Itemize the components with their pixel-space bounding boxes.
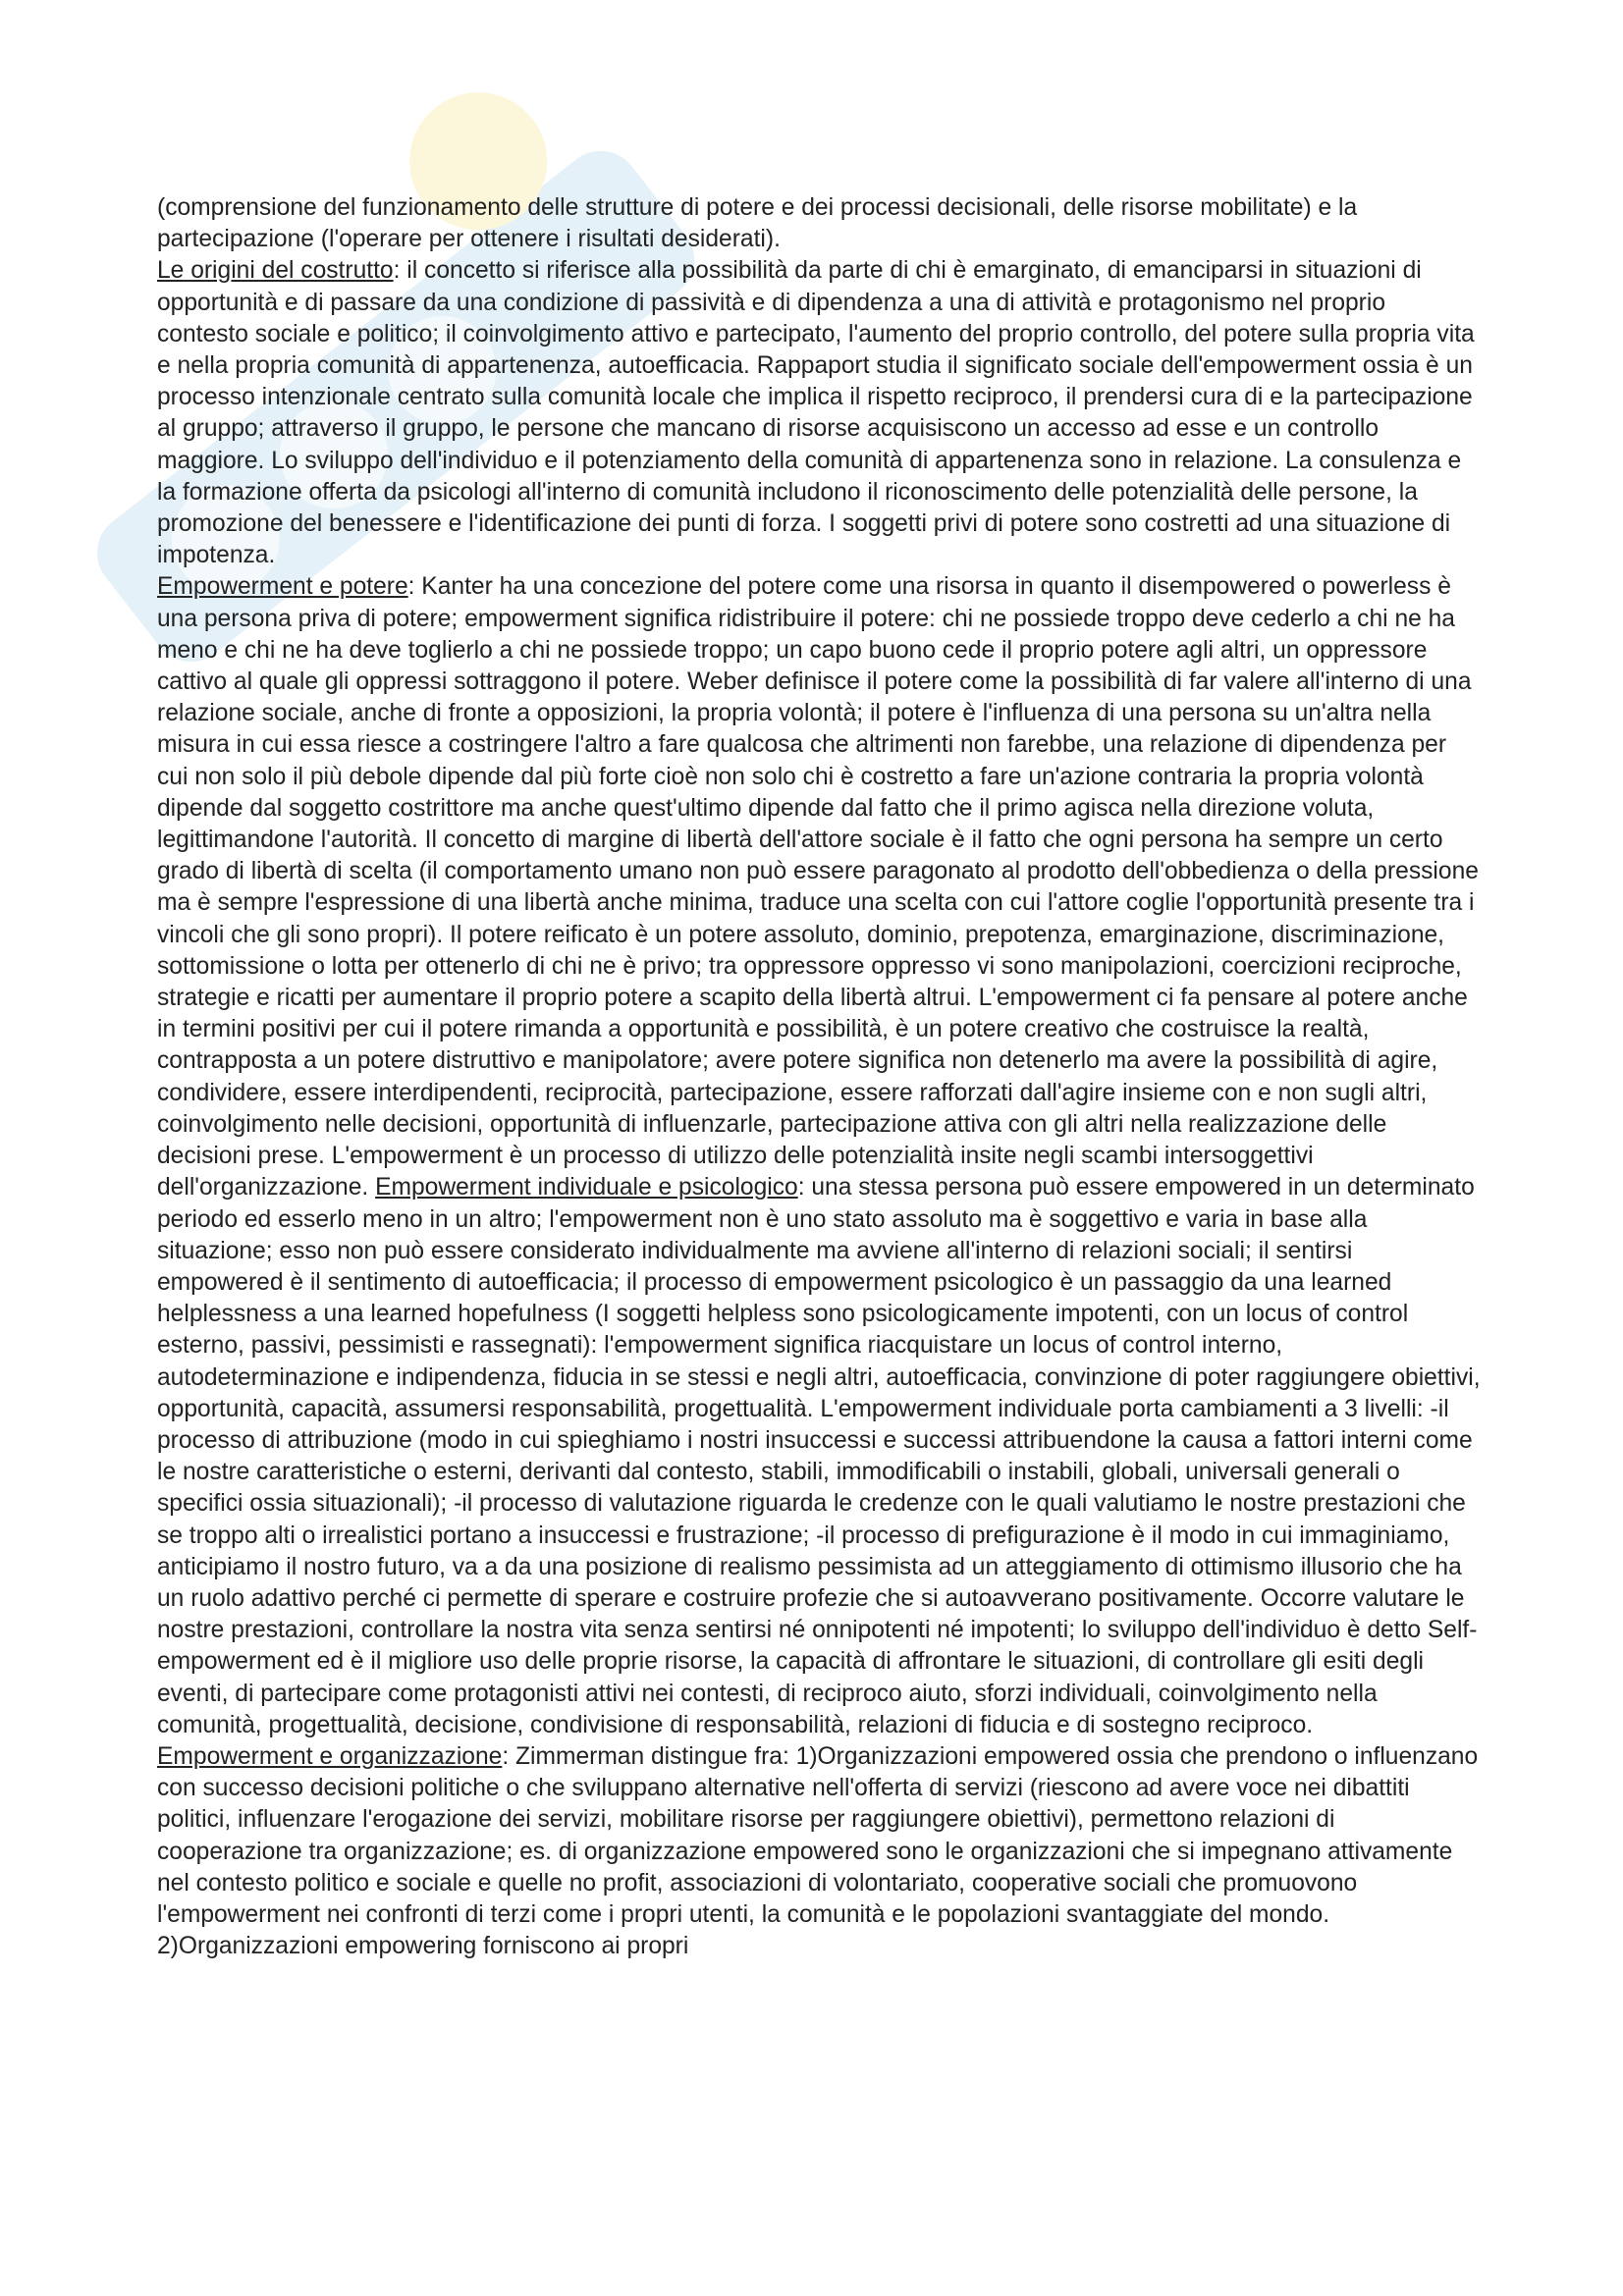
paragraph-text: : una stessa persona può essere empowered in un determinato periodo ed esserlo meno in un altro; l'empowerment non è uno stato assoluto ma è soggettivo e varia in base alla situazione; esso non può essere considerato individualmente ma avviene all'interno di relazioni sociali; il sentirsi empowered è il sentimento di autoefficacia; il processo di empowerment psicologico è un passaggio da una learned helplessness a una learned hopefulness (I soggetti helpless sono psicologicamente impotenti, con un locus of control esterno, passivi, pessimisti e rassegnati): l'empowerment significa riacquistare un locus of control interno, autodeterminazione e indipendenza, fiducia in se stessi e negli altri, autoefficacia, convinzione di poter raggiungere obiettivi, opportunità, capacità, assumersi responsabilità, progettualità. L'empowerment individuale porta cambiamenti a 3 livelli: -il processo di attribuzione (modo in cui spieghiamo i nostri insuccessi e successi attribuendone la causa a fattori interni come le nostre caratteristiche o esterni, derivanti dal contesto, stabili, immodificabili o instabili, globali, universali generali o specifici ossia situazionali); -il processo di valutazione riguarda le credenze con le quali valutiamo le nostre prestazioni che se troppo alti o irrealistici portano a insuccessi e frustrazione; -il processo di prefigurazione è il modo in cui immaginiamo, anticipiamo il nostro futuro, va a da una posizione di realismo pessimista ad un atteggiamento di ottimismo illusorio che ha un ruolo adattivo perché ci permette di sperare e costruire profezie che si autoavverano positivamente. Occorre valutare le nostre prestazioni, controllare la nostra vita senza sentirsi né onnipotenti né impotenti; lo sviluppo dell'individuo è detto Self-empowerment ed è il migliore uso delle proprie risorse, la capacità di affrontare le situazioni, di controllare gli esiti degli eventi, di partecipare come protagonisti attivi nei contesti, di reciproco aiuto, sforzi individuali, coinvolgimento nella comunità, progettualità, decisione, condivisione di responsabilità, relazioni di fiducia e di sostegno reciproco. [157, 1174, 1481, 1738]
paragraph-text: : Kanter ha una concezione del potere come una risorsa in quanto il disempowered o powerless è una persona priva di potere; empowerment significa ridistribuire il potere: chi ne possiede troppo deve cederlo a chi ne ha meno e chi ne ha deve toglierlo a chi ne possiede troppo; un capo buono cede il proprio potere agli altri, un oppressore cattivo al quale gli oppressi sottraggono il potere. Weber definisce il potere come la possibilità di far valere all'interno di una relazione sociale, anche di fronte a opposizioni, la propria volontà; il potere è l'influenza di una persona su un'altra nella misura in cui essa riesce a costringere l'altro a fare qualcosa che altrimenti non farebbe, una relazione di dipendenza per cui non solo il più debole dipende dal più forte cioè non solo chi è costretto a fare un'azione contraria la propria volontà dipende dal soggetto costrittore ma anche quest'ultimo dipende dal fatto che il primo agisca nella direzione voluta, legittimandone l'autorità. Il concetto di margine di libertà dell'attore sociale è il fatto che ogni persona ha sempre un certo grado di libertà di scelta (il comportamento umano non può essere paragonato al prodotto dell'obbedienza o della pressione ma è sempre l'espressione di una libertà anche minima, traduce una scelta con cui l'attore coglie l'opportunità presente tra i vincoli che gli sono propri). Il potere reificato è un potere assoluto, dominio, prepotenza, emarginazione, discriminazione, sottomissione o lotta per ottenerlo di chi ne è privo; tra oppressore oppresso vi sono manipolazioni, coercizioni reciproche, strategie e ricatti per aumentare il proprio potere a scapito della libertà altrui. L'empowerment ci fa pensare al potere anche in termini positivi per cui il potere rimanda a opportunità e possibilità, è un potere creativo che costruisce la realtà, contrapposta a un potere distruttivo e manipolatore; avere potere significa non detenerlo ma avere la possibilità di agire, condividere, essere interdipendenti, reciprocità, partecipazione, essere rafforzati dall'agire insieme con e non sugli altri, coinvolgimento nelle decisioni, opportunità di influenzarle, partecipazione attiva con gli altri nella realizzazione delle decisioni prese. L'empowerment è un processo di utilizzo delle potenzialità insite negli scambi intersoggettivi dell'organizzazione. [157, 573, 1479, 1201]
paragraph [157, 1741, 1483, 1962]
section-heading: Empowerment e potere [157, 573, 408, 601]
paragraph [157, 571, 1483, 1741]
paragraph-text: : Zimmerman distingue fra: 1)Organizzazioni empowered ossia che prendono o influenzano con successo decisioni politiche o che sviluppano alternative nell'offerta di servizi (riescono ad avere voce nei dibattiti politici, influenzare l'erogazione dei servizi, mobilitare risorse per raggiungere obiettivi), permettono relazioni di cooperazione tra organizzazione; es. di organizzazione empowered sono le organizzazioni che si impegnano attivamente nel contesto politico e sociale e quelle no profit, associazioni di volontariato, cooperative sociali che promuovono l'empowerment nei confronti di terzi come i propri utenti, la comunità e le popolazioni svantaggiate del mondo. 2)Organizzazioni empowering forniscono ai propri [157, 1742, 1479, 1960]
paragraph-text: : il concetto si riferisce alla possibilità da parte di chi è emarginato, di emanciparsi in situazioni di opportunità e di passare da una condizione di passività e di dipendenza a una di attività e protagonismo nel proprio contesto sociale e politico; il coinvolgimento attivo e partecipato, l'aumento del proprio controllo, del potere sulla propria vita e nella propria comunità di appartenenza, autoefficacia. Rappaport studia il significato sociale dell'empowerment ossia è un processo intenzionale centrato sulla comunità locale che implica il rispetto reciproco, il prendersi cura di e la partecipazione al gruppo; attraverso il gruppo, le persone che mancano di risorse acquisiscono un accesso ad esse e un controllo maggiore. Lo sviluppo dell'individuo e il potenziamento della comunità di appartenenza sono in relazione. La consulenza e la formazione offerta da psicologi all'interno di comunità includono il riconoscimento delle potenzialità delle persone, la promozione del benessere e l'identificazione dei punti di forza. I soggetti privi di potere sono costretti ad una situazione di impotenza. [157, 257, 1475, 569]
paragraph [157, 255, 1483, 571]
section-heading: Le origini del costrutto [157, 257, 394, 285]
paragraph-text: (comprensione del funzionamento delle strutture di potere e dei processi decisionali, delle risorse mobilitate) e la partecipazione (l'operare per ottenere i risultati desiderati). [157, 194, 1358, 253]
section-heading: Empowerment e organizzazione [157, 1742, 503, 1770]
section-heading: Empowerment individuale e psicologico [375, 1174, 798, 1201]
paragraph [157, 192, 1483, 255]
document-body [157, 192, 1483, 1962]
